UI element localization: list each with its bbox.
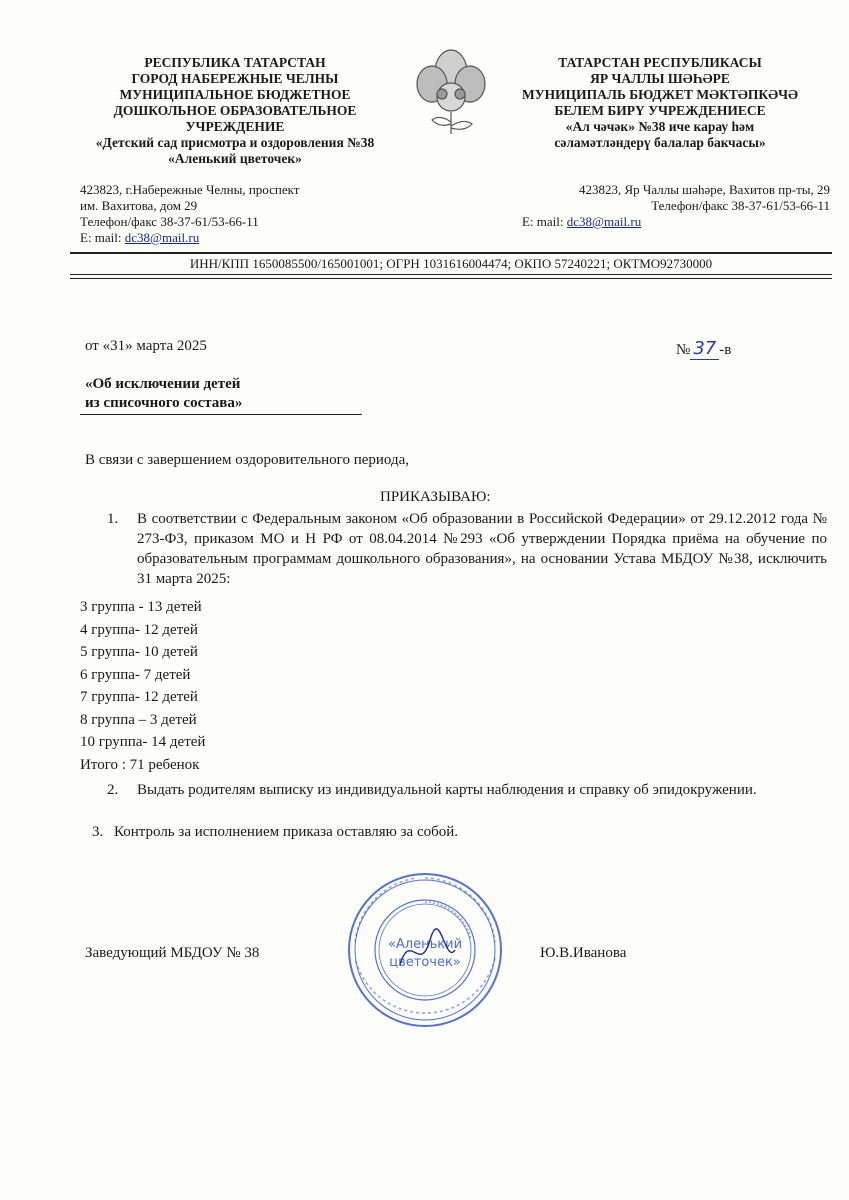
item-text: В соответствии с Федеральным законом «Об образовании в Российской Федерации» от 29.12.2012 года № 273-ФЗ, приказом МО и Н РФ от 08.04.2014 №293 «Об утверждении Порядка приёма на обучение по образовательным программам дошкольного образования», на основании Устава МБДОУ №38, исключить 31 марта 2025: [137, 511, 827, 587]
header-divider-bottom [70, 274, 832, 279]
subject-line: «Об исключении детей [85, 376, 241, 392]
number-prefix: № [676, 342, 691, 358]
intro-text: В связи с завершением оздоровительного периода, [85, 452, 410, 468]
order-number [676, 338, 731, 359]
address-right [500, 182, 830, 230]
header-right-line: ТАТАРСТАН РЕСПУБЛИКАСЫ [558, 55, 762, 70]
header-right-line: «Ал чәчәк» №38 иче карау һәм [565, 119, 755, 134]
item-number: 2. [107, 782, 119, 798]
item-text: Выдать родителям выписку из индивидуальной карты наблюдения и справку об эпидокружении. [137, 782, 757, 798]
item-number: 1. [107, 511, 119, 527]
email-row [80, 230, 299, 246]
address-left [80, 182, 299, 246]
list-item: 10 группа- 14 детей [80, 734, 206, 750]
address-line: 423823, Яр Чаллы шәһәре, Вахитов пр-ты, 29 [578, 182, 830, 197]
email-label: E: mail: [522, 214, 567, 229]
handwritten-number: 37 [690, 338, 719, 360]
header-left-line: ДОШКОЛЬНОЕ ОБРАЗОВАТЕЛЬНОЕ [113, 103, 357, 118]
item-text: Контроль за исполнением приказа оставляю за собой. [114, 824, 459, 840]
list-item: 6 группа- 7 детей [80, 666, 191, 683]
order-word: ПРИКАЗЫВАЮ: [380, 489, 491, 505]
header-divider [70, 252, 832, 254]
order-item-2 [107, 780, 827, 800]
header-left [70, 55, 400, 167]
item-number: 3. [92, 824, 104, 840]
header-left-line: МУНИЦИПАЛЬНОЕ БЮДЖЕТНОЕ [119, 87, 351, 102]
header-left-line: ГОРОД НАБЕРЕЖНЫЕ ЧЕЛНЫ [131, 71, 339, 86]
email-link[interactable]: dc38@mail.ru [124, 230, 200, 245]
phone-fax: Телефон/факс 38-37-61/53-66-11 [80, 214, 259, 229]
email-link[interactable]: dc38@mail.ru [566, 214, 642, 229]
list-total: Итого : 71 ребенок [80, 756, 200, 773]
subject-underline [80, 414, 362, 415]
email-row [500, 214, 830, 230]
signatory-name: Ю.В.Иванова [540, 945, 627, 961]
phone-fax: Телефон/факс 38-37-61/53-66-11 [651, 198, 830, 213]
registration-codes: ИНН/КПП 1650085500/165001001; ОГРН 1031616004474; ОКПО 57240221; ОКТМО92730000 [189, 256, 713, 271]
order-date: от «31» марта 2025 [85, 338, 207, 354]
header-left-line: РЕСПУБЛИКА ТАТАРСТАН [144, 55, 326, 70]
list-item: 7 группа- 12 детей [80, 689, 198, 705]
order-subject [85, 375, 242, 413]
subject-line: из списочного состава» [85, 395, 243, 411]
stamp-text: «Аленький [387, 937, 463, 952]
list-item: 3 группа - 13 детей [80, 599, 202, 615]
header-left-line: «Аленький цветочек» [168, 151, 302, 166]
stamp-text: цветочек» [389, 955, 461, 970]
signatory-title: Заведующий МБДОУ № 38 [85, 945, 260, 961]
header-right-line: ЯР ЧАЛЛЫ ШӘҺӘРЕ [590, 71, 730, 86]
group-list [80, 596, 205, 776]
header-right-line: МУНИЦИПАЛЬ БЮДЖЕТ МӘКТӘПКӘЧӘ [521, 87, 799, 102]
number-suffix: -в [719, 342, 732, 358]
address-line: им. Вахитова, дом 29 [80, 198, 198, 213]
list-item: 5 группа- 10 детей [80, 644, 198, 660]
header-right [510, 55, 810, 151]
header-right-line: БЕЛЕМ БИРҮ УЧРЕЖДЕНИЕСЕ [554, 103, 766, 118]
header-right-line: сәламәтләндерү балалар бакчасы» [554, 135, 766, 150]
header-left-line: «Детский сад присмотра и оздоровления №38 [95, 135, 375, 150]
header-left-line: УЧРЕЖДЕНИЕ [185, 119, 285, 134]
address-line: 423823, г.Набережные Челны, проспект [80, 182, 300, 197]
official-stamp-icon [345, 870, 505, 1030]
list-item: 8 группа – 3 детей [80, 711, 197, 728]
order-item-1 [107, 509, 827, 589]
email-label: E: mail: [80, 230, 125, 245]
flower-emblem-icon [412, 42, 490, 140]
list-item: 4 группа- 12 детей [80, 621, 198, 638]
order-item-3 [92, 824, 458, 841]
